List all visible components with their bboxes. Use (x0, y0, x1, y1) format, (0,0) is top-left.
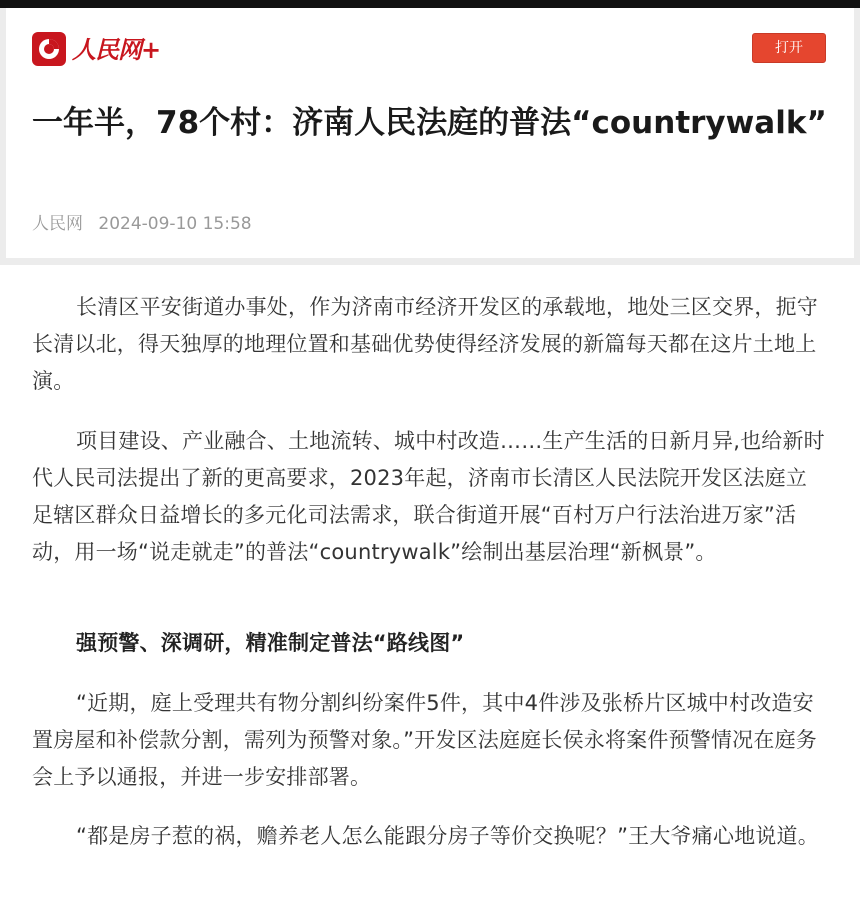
top-strip (0, 0, 860, 8)
paragraph: “都是房子惹的祸，赡养老人怎么能跟分房子等价交换呢？”王大爷痛心地说道。 (76, 824, 819, 848)
article-title: 一年半，78个村：济南人民法庭的普法“countrywalk” (32, 105, 827, 141)
people-logo-icon[interactable] (32, 32, 66, 66)
paragraph: “近期，庭上受理共有物分割纠纷案件5件，其中4件涉及张桥片区城中村改造安置房屋和补偿款分割，需列为预警对象。”开发区法庭庭长侯永将案件预警情况在庭务会上予以通报，并进一步安排部署。 (32, 691, 817, 789)
article-datetime: 2024-09-10 15:58 (98, 214, 252, 234)
section-heading: 强预警、深调研，精准制定普法“路线图” (76, 631, 465, 655)
paragraph: 长清区平安街道办事处，作为济南市经济开发区的承载地，地处三区交界，扼守长清以北，得天独厚的地理位置和基础优势使得经济发展的新篇每天都在这片土地上演。 (32, 295, 818, 393)
article-header-card (6, 8, 854, 258)
paragraph: 项目建设、产业融合、土地流转、城中村改造……生产生活的日新月异,也给新时代人民司法提出了新的更高要求，2023年起，济南市长清区人民法院开发区法庭立足辖区群众日益增长的多元化司法需求，联合街道开展“百村万户行法治进万家”活动，用一场“说走就走”的普法“countrywalk”绘制出基层治理“新枫景”。 (32, 429, 825, 564)
article-body (0, 265, 860, 922)
article-meta (32, 209, 252, 234)
site-logo-text[interactable]: 人民网+ (72, 35, 161, 64)
open-app-button[interactable]: 打开 (752, 33, 826, 63)
article-source: 人民网 (32, 214, 83, 234)
